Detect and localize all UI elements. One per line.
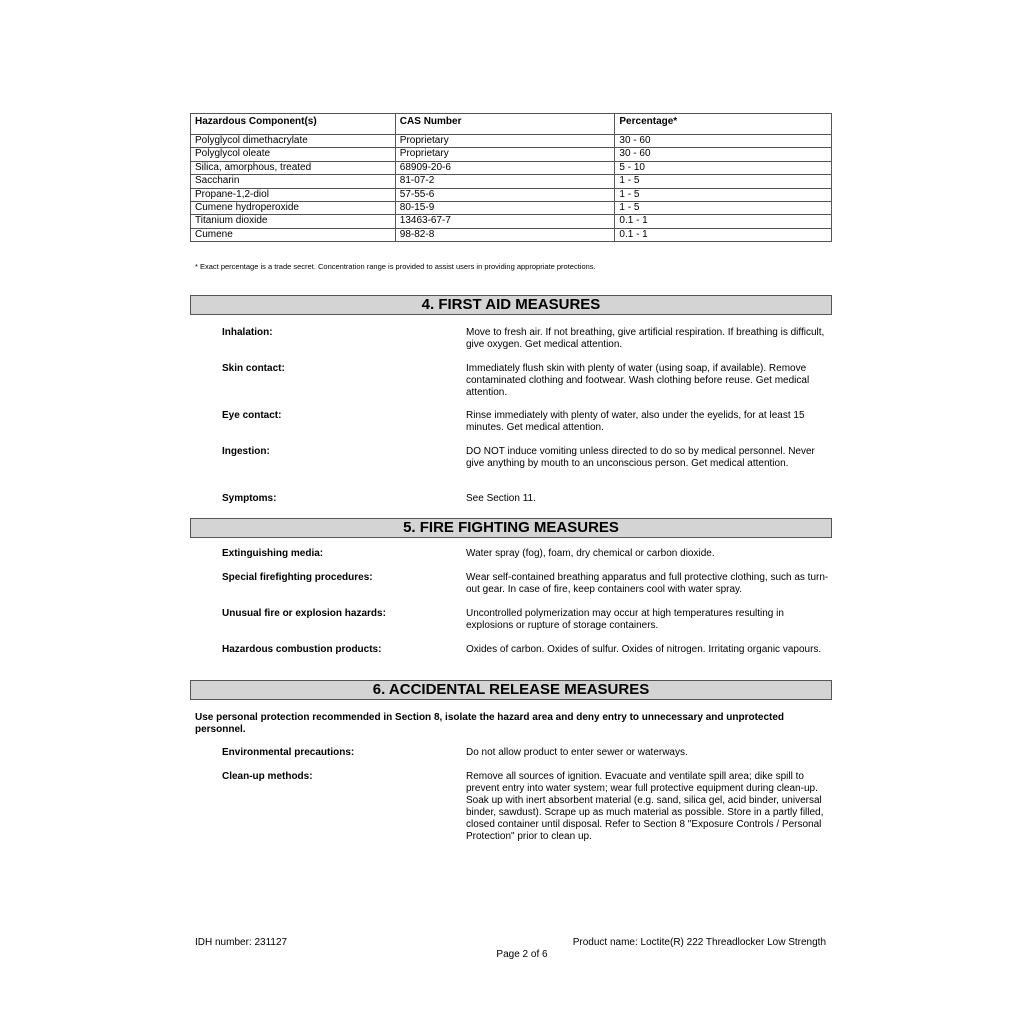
cas-number: 80-15-9: [395, 202, 615, 215]
table-row: [191, 175, 832, 188]
table-row: [191, 228, 832, 241]
field-label: Special firefighting procedures:: [222, 572, 373, 583]
table-row: [191, 188, 832, 201]
cas-number: 81-07-2: [395, 175, 615, 188]
trade-secret-footnote: * Exact percentage is a trade secret. Concentration range is provided to assist users in providing appropriate protections.: [195, 262, 596, 271]
component-name: Cumene: [191, 228, 396, 241]
field-label: Skin contact:: [222, 363, 285, 374]
field-label: Symptoms:: [222, 493, 277, 504]
footer-page-number: Page 2 of 6: [496, 949, 548, 960]
field-label: Environmental precautions:: [222, 747, 355, 758]
component-name: Silica, amorphous, treated: [191, 161, 396, 174]
component-name: Cumene hydroperoxide: [191, 202, 396, 215]
field-label: Clean-up methods:: [222, 771, 313, 782]
component-name: Saccharin: [191, 175, 396, 188]
field-value: Water spray (fog), foam, dry chemical or carbon dioxide.: [466, 548, 715, 559]
field-value: See Section 11.: [466, 493, 536, 504]
field-label: Inhalation:: [222, 327, 273, 338]
header-component: Hazardous Component(s): [191, 114, 396, 135]
percentage: 1 - 5: [615, 175, 832, 188]
cas-number: 57-55-6: [395, 188, 615, 201]
cas-number: Proprietary: [395, 148, 615, 161]
table-header-row: [191, 114, 832, 135]
field-value: Immediately flush skin with plenty of water (using soap, if available). Remove contaminated clothing and footwear. Wash clothing before reuse. Get medical attention.: [466, 363, 810, 398]
cas-number: 13463-67-7: [395, 215, 615, 228]
component-name: Polyglycol oleate: [191, 148, 396, 161]
field-label: Unusual fire or explosion hazards:: [222, 608, 386, 619]
percentage: 0.1 - 1: [615, 215, 832, 228]
header-cas-number: CAS Number: [395, 114, 615, 135]
field-label: Ingestion:: [222, 446, 270, 457]
field-value: Wear self-contained breathing apparatus and full protective clothing, such as turn-out gear. In case of fire, keep containers cool with water spray.: [466, 572, 829, 595]
table-row: [191, 161, 832, 174]
cas-number: 68909-20-6: [395, 161, 615, 174]
footer-product-name: Product name: Loctite(R) 222 Threadlocker Low Strength: [572, 937, 826, 948]
percentage: 30 - 60: [615, 148, 832, 161]
section-5-heading: 5. FIRE FIGHTING MEASURES: [190, 518, 832, 538]
percentage: 30 - 60: [615, 135, 832, 148]
hazardous-components-table: [190, 113, 832, 242]
table-row: [191, 215, 832, 228]
field-value: Move to fresh air. If not breathing, give artificial respiration. If breathing is difficult, give oxygen. Get medical attention.: [466, 327, 825, 350]
field-value: Do not allow product to enter sewer or waterways.: [466, 747, 688, 758]
field-value: Oxides of carbon. Oxides of sulfur. Oxides of nitrogen. Irritating organic vapours.: [466, 644, 822, 655]
field-label: Hazardous combustion products:: [222, 644, 382, 655]
release-intro-text: Use personal protection recommended in Section 8, isolate the hazard area and deny entry to unnecessary and unprotected personnel.: [195, 712, 785, 735]
percentage: 0.1 - 1: [615, 228, 832, 241]
percentage: 5 - 10: [615, 161, 832, 174]
cas-number: Proprietary: [395, 135, 615, 148]
field-value: Uncontrolled polymerization may occur at high temperatures resulting in explosions or rupture of storage containers.: [466, 608, 784, 631]
section-4-heading: 4. FIRST AID MEASURES: [190, 295, 832, 315]
cas-number: 98-82-8: [395, 228, 615, 241]
table-row: [191, 135, 832, 148]
table-row: [191, 202, 832, 215]
component-name: Polyglycol dimethacrylate: [191, 135, 396, 148]
component-name: Propane-1,2-diol: [191, 188, 396, 201]
section-6-heading: 6. ACCIDENTAL RELEASE MEASURES: [190, 680, 832, 700]
percentage: 1 - 5: [615, 188, 832, 201]
field-value: Rinse immediately with plenty of water, also under the eyelids, for at least 15 minutes. Get medical attention.: [466, 410, 805, 433]
component-name: Titanium dioxide: [191, 215, 396, 228]
header-percentage: Percentage*: [615, 114, 832, 135]
field-value: Remove all sources of ignition. Evacuate and ventilate spill area; dike spill to prevent entry into water system; wear full protective equipment during clean-up. Soak up with inert absorbent material (e.g. sand, silica gel, acid binder, universal binder, sawdust). Scrape up as much material as possible. Store in a partly filled, closed container until disposal. Refer to Section 8 "Exposure Controls / Personal Protection" prior to clean up.: [466, 771, 824, 842]
percentage: 1 - 5: [615, 202, 832, 215]
table-row: [191, 148, 832, 161]
field-label: Extinguishing media:: [222, 548, 324, 559]
footer-idh-number: IDH number: 231127: [195, 937, 288, 948]
field-value: DO NOT induce vomiting unless directed to do so by medical personnel. Never give anything by mouth to an unconscious person. Get medical attention.: [466, 446, 815, 469]
field-label: Eye contact:: [222, 410, 282, 421]
